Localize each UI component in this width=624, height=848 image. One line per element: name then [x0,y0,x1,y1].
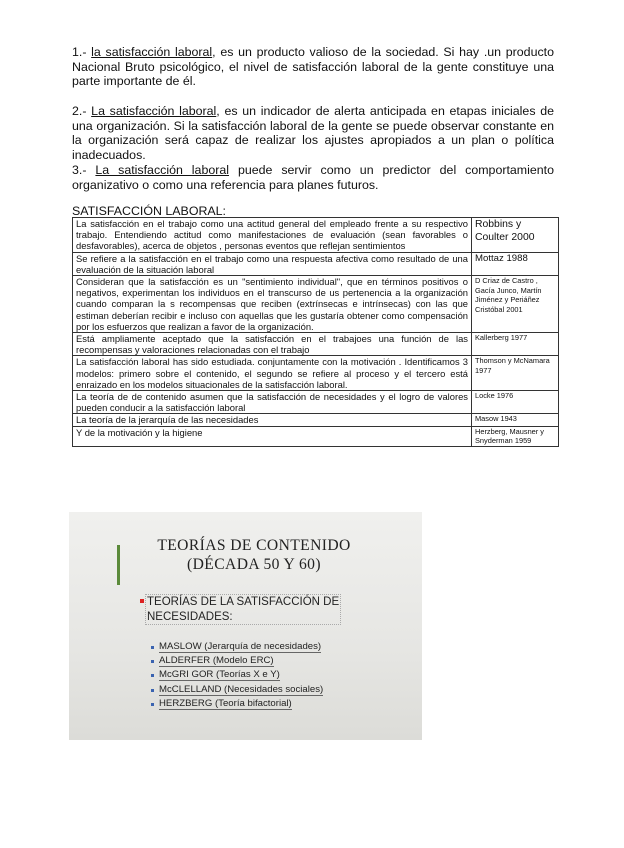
slide-subtitle [145,594,341,625]
list-item-text: McCLELLAND (Necesidades sociales) [159,683,324,695]
definition-cell: Se refiere a la satisfacción en el trabajo como una respuesta afectiva como resultado de una evaluación de la situación laboral [73,252,472,275]
table-row [73,333,559,356]
list-item [151,640,323,654]
author-cell: Locke 1976 [472,391,559,414]
section-title: SATISFACCIÓN LABORAL: [72,204,227,218]
underlined-term: La satisfacción laboral [95,163,229,177]
marker-icon [140,599,144,603]
table-row [73,426,559,446]
author-cell: Masow 1943 [472,414,559,426]
paragraph-text: , es un indicador de alerta anticipada en etapas iniciales de una organización. Si la satisfacción laboral de la gente se puede observar constante en la organización será capaz de realizar los ajustes apropiados a un plan o política inadecuados. [72,104,554,162]
bullet-icon [151,660,154,663]
table-row [73,252,559,275]
definition-cell: La satisfacción laboral has sido estudiada. conjuntamente con la motivación . Identificamos 3 modelos: primero sobre el contenido, el segundo se refiere al proceso y el tercero está enraizado en los modelos situacionales de la satisfacción laboral. [73,356,472,391]
definition-cell: Consideran que la satisfacción es un "sentimiento individual", que en términos positivos o negativos, experimentan los individuos en el transcurso de us pertenencia a la organización cuando comparan la s recompensas que reciben (extrínsecas e intrínsecas) con las que estiman deberían recibir e incluso con aquellas que les gustaría obtener como compensación por los esfuerzos que realizan a favor de la organización. [73,276,472,333]
bullet-icon [151,689,154,692]
paragraph-1 [72,45,554,89]
definition-cell: Y de la motivación y la higiene [73,426,472,446]
paragraph-prefix: 2.- [72,104,92,118]
list-item [151,668,323,682]
accent-bar [117,545,120,585]
author-cell: Robbins y Coulter 2000 [472,218,559,253]
bullet-icon [151,646,154,649]
slide-title [129,536,379,574]
definition-cell: La teoría de la jerarquía de las necesidades [73,414,472,426]
paragraph-text: , es un producto valioso de la sociedad. Si hay .un producto Nacional Bruto psicológico, el nivel de satisfacción laboral de la gente constituye una parte importante de él. [72,45,554,89]
definitions-table [72,217,559,447]
underlined-term: la satisfacción laboral [91,45,213,59]
author-cell: Herzberg, Mausner y Snyderman 1959 [472,426,559,446]
paragraph-2 [72,104,554,162]
definition-cell: La satisfacción en el trabajo como una actitud general del empleado frente a su respectivo trabajo. Entendiendo actitud como manifestaciones de evaluación (sean favorables o desfavorables), acerca de objetos , personas eventos que reflejan sentimientos [73,218,472,253]
theory-list [151,640,323,711]
table-row [73,218,559,253]
table-row [73,391,559,414]
paragraph-text: puede servir como un predictor del comportamiento organizativo o como una referencia para planes futuros. [72,163,554,192]
list-item [151,683,323,697]
slide-title-line: (DÉCADA 50 Y 60) [187,556,321,573]
list-item [151,654,323,668]
paragraph-3 [72,163,554,192]
definition-cell: La teoría de de contenido asumen que la satisfacción de necesidades y el logro de valores pueden conducir a la satisfacción laboral [73,391,472,414]
list-item-text: MASLOW (Jerarquía de necesidades) [159,641,322,652]
list-item-text: McGRI GOR (Teorías X e Y) [159,669,280,681]
author-cell: Kallerberg 1977 [472,333,559,356]
slide-image [69,512,422,740]
author-cell: Thomson y McNamara 1977 [472,356,559,391]
bullet-icon [151,674,154,677]
slide-subtitle-line: TEORÍAS DE LA SATISFACCIÓN DE [147,596,340,608]
slide-title-line: TEORÍAS DE CONTENIDO [157,537,351,554]
paragraph-prefix: 1.- [72,45,92,59]
author-cell: D Criaz de Castro , Gacía Junco, Martín Jiménez y Periáñez Cristóbal 2001 [472,276,559,333]
author-cell: Mottaz 1988 [472,252,559,275]
list-item-text: ALDERFER (Modelo ERC) [159,655,274,667]
underlined-term: La satisfacción laboral [91,104,217,118]
definition-cell: Está ampliamente aceptado que la satisfacción en el trabajoes una función de las recompensas y valoraciones relacionadas con el trabajo [73,333,472,356]
list-item-text: HERZBERG (Teoría bifactorial) [159,697,292,709]
list-item [151,697,323,711]
bullet-icon [151,703,154,706]
paragraph-prefix: 3.- [72,163,96,177]
table-row [73,414,559,426]
table-row [73,276,559,333]
table-row [73,356,559,391]
slide-subtitle-line: NECESIDADES: [147,610,233,623]
